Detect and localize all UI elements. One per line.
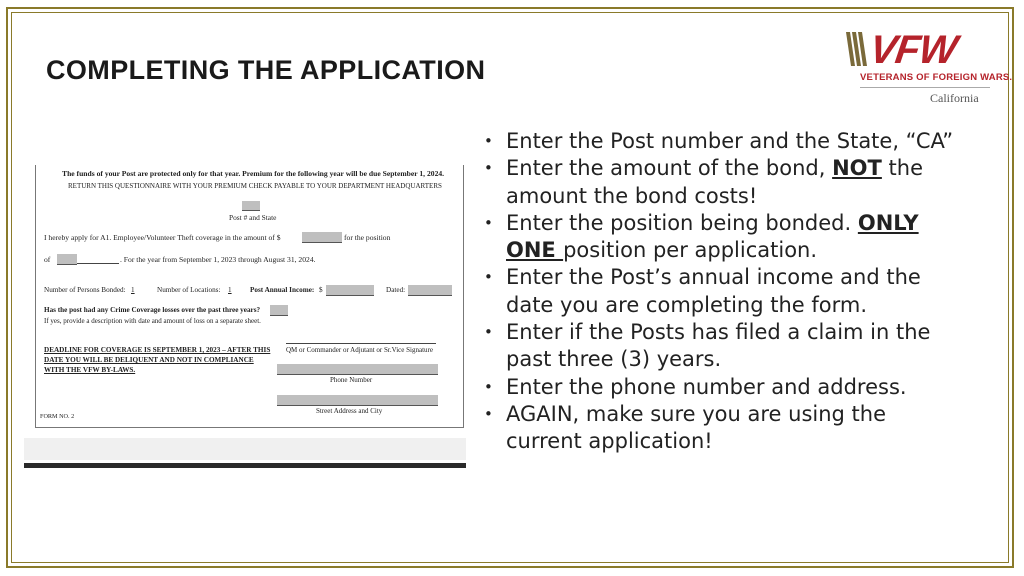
vfw-logo-state: California (930, 91, 979, 105)
post-state-label: Post # and State (229, 213, 277, 222)
instruction-item (484, 210, 964, 265)
phone-field (277, 364, 438, 375)
signature-line (286, 343, 436, 344)
crime-field (270, 305, 288, 316)
deadline-line-2: DATE YOU WILL BE DELIQUENT AND NOT IN COMPLIANCE (44, 356, 254, 364)
phone-label: Phone Number (330, 376, 373, 384)
signature-label: QM or Commander or Adjutant or Sr.Vice Signature (286, 346, 433, 354)
instruction-text: Enter the Post number and the State, “CA” (506, 129, 954, 153)
address-field (277, 395, 438, 406)
instruction-item (484, 401, 964, 456)
dated-field (408, 285, 452, 296)
instruction-text: Enter the phone number and address. (506, 374, 907, 399)
instruction-item (484, 155, 964, 210)
deadline-line-3: WITH THE VFW BY-LAWS. (44, 366, 136, 374)
position-field-line (77, 263, 119, 264)
instruction-text: Enter the position being bonded. (506, 210, 858, 235)
bond-amount-field (302, 232, 342, 243)
instruction-emphasis: ONLY ONE (506, 210, 919, 263)
position-field-shade (57, 254, 77, 265)
instruction-text: Enter if the Posts has filed a claim in the past three (3) years. (506, 320, 931, 372)
instruction-item (484, 374, 964, 401)
logo-divider (860, 87, 990, 88)
vfw-logo-subtitle: VETERANS OF FOREIGN WARS. (860, 72, 1013, 83)
income-field (326, 285, 374, 296)
persons-value: 1 (131, 286, 135, 294)
apply-suffix: for the position (344, 233, 391, 242)
instruction-emphasis: NOT (832, 156, 882, 181)
dated-label: Dated: (386, 286, 406, 294)
persons-label: Number of Persons Bonded: (44, 286, 126, 294)
instruction-list (484, 128, 964, 456)
instruction-text-tail: the amount the bond costs! (506, 156, 924, 208)
form-number: FORM NO. 2 (40, 413, 75, 420)
instruction-text: Enter the Post’s annual income and the date you are completing the form. (506, 265, 921, 317)
income-prefix: $ (319, 286, 323, 294)
instruction-item (484, 319, 964, 374)
post-state-field (242, 201, 260, 211)
instruction-item (484, 128, 964, 155)
apply-text: I hereby apply for A1. Employee/Volunteer Theft coverage in the amount of $ (44, 233, 281, 242)
deadline-line-1: DEADLINE FOR COVERAGE IS SEPTEMBER 1, 2023 – AFTER THIS (44, 346, 271, 354)
locations-value: 1 (228, 286, 232, 294)
vfw-bars-icon (846, 32, 868, 66)
vfw-logo (846, 28, 1013, 112)
locations-label: Number of Locations: (157, 286, 221, 294)
crime-question: Has the post had any Crime Coverage losses over the past three years? (44, 306, 261, 314)
vfw-logo-mark: VFW (866, 28, 960, 72)
form-return-line: RETURN THIS QUESTIONNAIRE WITH YOUR PREMIUM CHECK PAYABLE TO YOUR DEPARTMENT HEADQUARTERS (68, 182, 442, 190)
year-text: . For the year from September 1, 2023 through August 31, 2024. (120, 255, 316, 264)
form-footer-band (24, 438, 466, 460)
form-notice: The funds of your Post are protected only for that year. Premium for the following year will be due September 1, 2024. (62, 169, 445, 178)
instruction-text: AGAIN, make sure you are using the current application! (506, 401, 886, 454)
instruction-text-tail: position per application. (563, 238, 818, 263)
crime-note: If yes, provide a description with date and amount of loss on a separate sheet. (44, 317, 261, 325)
of-label: of (44, 255, 51, 264)
form-bottom-rule (24, 463, 466, 468)
instruction-text: Enter the amount of the bond, (506, 156, 833, 181)
address-label: Street Address and City (316, 407, 383, 415)
slide-title: COMPLETING THE APPLICATION (46, 55, 486, 85)
instruction-item (484, 264, 964, 319)
application-form-image (24, 165, 466, 470)
income-label: Post Annual Income: (250, 286, 315, 294)
